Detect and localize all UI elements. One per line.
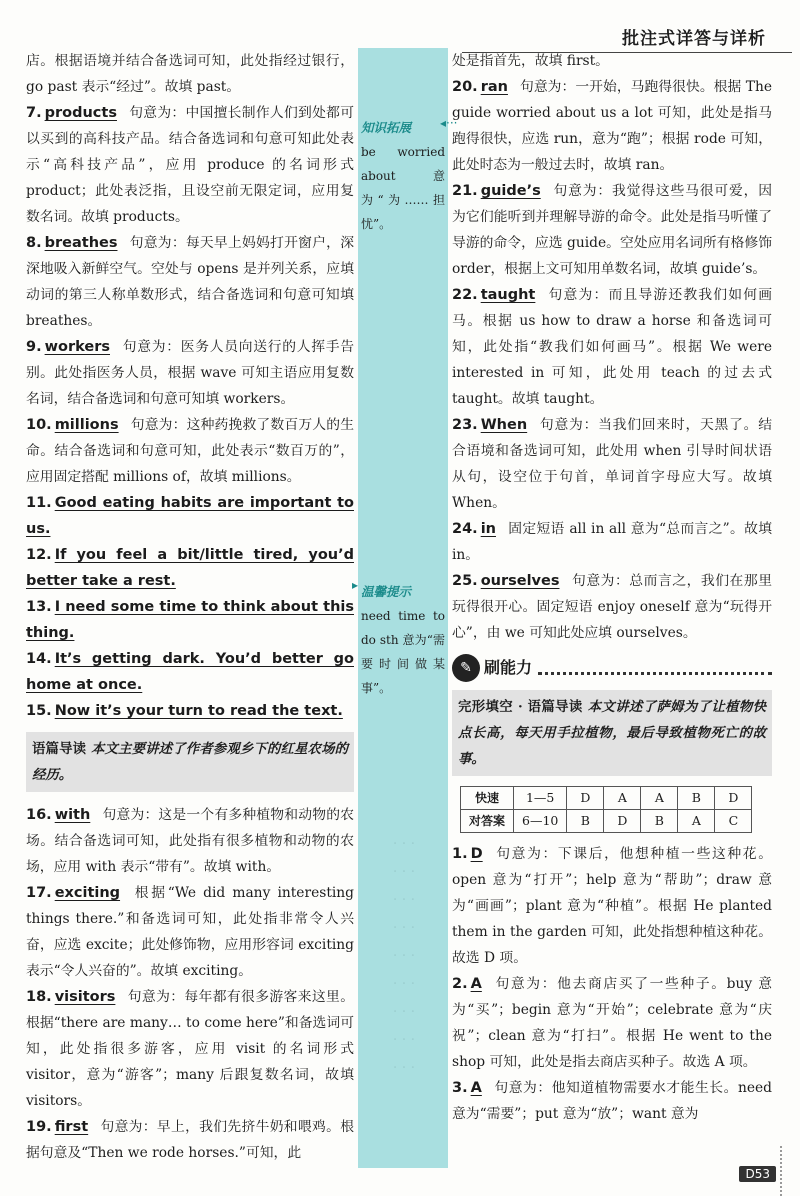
item-answer: breathes — [44, 235, 118, 251]
sentence-item-14 — [26, 646, 354, 698]
right-intro: 处是指首先，故填 first。 — [452, 53, 609, 69]
table-cell: B — [641, 810, 678, 833]
item-number: 25. — [452, 573, 478, 589]
table-cell: A — [641, 787, 678, 810]
page-number: D53 — [739, 1166, 776, 1182]
banner-dotted-line — [538, 662, 772, 675]
dotted-decoration: · · · · · · · · · · · · · · · · · · · · · · · · · · · — [392, 836, 416, 1076]
answer-item-10 — [26, 412, 354, 490]
guide-text: 本文主要讲述了作者参观乡下的红星农场的经历。 — [32, 741, 349, 783]
item-explanation: 句意为：我觉得这些马很可爱，因为它们能听到并理解导游的命令。此处是指马听懂了导游的命令，应选 guide。空处应用名词所有格修饰 order，根据上文可知用单数名词，故填 guide’s。 — [452, 183, 772, 277]
item-explanation: 句意为：一开始，马跑得很快。根据 The guide worried about us a lot 可知，此处是指马跑得很快，应选 run，意为“跑”；根据 rode 可知，此处时态为一般过去时，故填 ran。 — [452, 79, 772, 173]
reading-guide-box — [26, 732, 354, 792]
sentence-item-15 — [26, 698, 354, 724]
item-explanation: 句意为：这种药挽救了数百万人的生命。结合备选词和句意可知，此处表示“数百万的”，应用固定搭配 millions of，故填 millions。 — [26, 417, 354, 485]
item-number: 16. — [26, 807, 52, 823]
mc-item-2 — [452, 971, 772, 1075]
item-number: 17. — [26, 885, 52, 901]
item-answer: products — [44, 105, 117, 121]
table-cell: A — [678, 810, 715, 833]
section-title: 刷能力 — [484, 658, 533, 677]
item-answer: guide’s — [480, 183, 541, 199]
item-explanation: 句意为：他去商店买了一些种子。buy 意为“买”；begin 意为“开始”；celebrate 意为“庆祝”；clean 意为“打扫”。根据 He went to the shop 可知，此处是指去商店买种子。故选 A 项。 — [452, 976, 772, 1070]
corner-dotted-decoration — [780, 1146, 794, 1196]
answer-item-25 — [452, 568, 772, 646]
sentence-answer: If you feel a bit/little tired, you’d better take a rest. — [26, 547, 354, 589]
table-row — [461, 810, 752, 833]
answer-item-7 — [26, 100, 354, 230]
answer-item-22 — [452, 282, 772, 412]
item-number: 10. — [26, 417, 52, 433]
arrow-right-icon: ▸ — [352, 578, 359, 592]
item-number: 1. — [452, 846, 468, 862]
answer-item-17 — [26, 880, 354, 984]
item-explanation: 句意为：他知道植物需要水才能生长。need 意为“需要”；put 意为“放”；want 意为 — [452, 1080, 772, 1122]
arrow-left-icon: ◂··· — [440, 116, 458, 130]
quick-answer-table — [460, 786, 752, 833]
item-answer: with — [54, 807, 91, 823]
sentence-item-13 — [26, 594, 354, 646]
section-banner — [452, 654, 772, 682]
item-explanation: 句意为：每天早上妈妈打开窗户，深深地吸入新鲜空气。空处与 opens 是并列关系，应填动词的第三人称单数形式，结合备选词和句意可知填 breathes。 — [26, 235, 354, 329]
answer-item-9 — [26, 334, 354, 412]
item-answer: in — [480, 521, 496, 537]
item-answer: visitors — [54, 989, 116, 1005]
item-explanation: 句意为：当我们回来时，天黑了。结合语境和备选词可知，此处用 when 引导时间状语从句，设空位于句首，单词首字母应大写。故填 When。 — [452, 417, 772, 511]
table-cell: D — [715, 787, 752, 810]
item-number: 19. — [26, 1119, 52, 1135]
item-number: 21. — [452, 183, 478, 199]
table-cell: B — [567, 810, 604, 833]
mc-item-3 — [452, 1075, 772, 1127]
item-number: 2. — [452, 976, 468, 992]
right-column — [452, 48, 772, 1127]
item-answer: A — [470, 1080, 482, 1096]
sentence-answer: I need some time to think about this thing. — [26, 599, 354, 641]
item-number: 3. — [452, 1080, 468, 1096]
item-number: 8. — [26, 235, 42, 251]
item-answer: first — [54, 1119, 89, 1135]
table-cell: B — [678, 787, 715, 810]
page-header-title: 批注式详答与详析 — [622, 29, 766, 49]
answer-item-21 — [452, 178, 772, 282]
cloze-guide-tag: 完形填空 · 语篇导读 — [458, 699, 583, 715]
answer-item-19 — [26, 1114, 354, 1166]
table-label: 对答案 — [461, 810, 514, 833]
item-answer: D — [470, 846, 483, 862]
item-number: 23. — [452, 417, 478, 433]
cloze-guide-text: 本文讲述了萨姆为了让植物快点长高，每天用手拉植物，最后导致植物死亡的故事。 — [458, 699, 766, 767]
tip-note — [358, 580, 448, 700]
sentence-item-11 — [26, 490, 354, 542]
item-answer: A — [470, 976, 482, 992]
table-range: 1—5 — [514, 787, 567, 810]
sentence-answer: Now it’s your turn to read the text. — [54, 703, 343, 719]
item-answer: taught — [480, 287, 536, 303]
item-explanation: 固定短语 all in all 意为“总而言之”。故填 in。 — [452, 521, 772, 563]
item-number: 13. — [26, 599, 52, 615]
item-number: 11. — [26, 495, 52, 511]
item-number: 7. — [26, 105, 42, 121]
table-range: 6—10 — [514, 810, 567, 833]
item-explanation: 句意为：中国擅长制作人们到处都可以买到的高科技产品。结合备选词和句意可知此处表示“高科技产品”，应用 produce 的名词形式 product；此处表泛指，且设空前无限定词，应用复数名词。故填 products。 — [26, 105, 354, 225]
table-row — [461, 787, 752, 810]
table-cell: D — [567, 787, 604, 810]
left-intro: 店。根据语境并结合备选词可知，此处指经过银行，go past 表示“经过”。故填 past。 — [26, 53, 354, 95]
brush-icon: ✎ — [452, 654, 480, 682]
answer-item-16 — [26, 802, 354, 880]
item-explanation: 根据“We did many interesting things there.”和备选词可知，此处指非常令人兴奋，应选 excite；此处修饰物，应用形容词 exciting 表示“令人兴奋的”。故填 exciting。 — [26, 885, 354, 979]
knowledge-note-text: be worried about 意为“为……担忧”。 — [361, 145, 445, 231]
item-explanation: 句意为：这是一个有多种植物和动物的农场。结合备选词可知，此处指有很多植物和动物的农场，应用 with 表示“带有”。故填 with。 — [26, 807, 354, 875]
sentence-answer: Good eating habits are important to us. — [26, 495, 354, 537]
table-cell: D — [604, 810, 641, 833]
tip-note-text: need time to do sth 意为“需要时间做某事”。 — [361, 609, 445, 695]
item-explanation: 句意为：医务人员向送行的人挥手告别。此处指医务人员，根据 wave 可知主语应用复数名词，结合备选词和句意可知填 workers。 — [26, 339, 354, 407]
item-number: 20. — [452, 79, 478, 95]
item-number: 9. — [26, 339, 42, 355]
answer-item-23 — [452, 412, 772, 516]
cloze-guide-box — [452, 690, 772, 776]
item-answer: exciting — [54, 885, 121, 901]
item-answer: ran — [480, 79, 508, 95]
item-answer: When — [480, 417, 528, 433]
item-number: 22. — [452, 287, 478, 303]
item-number: 12. — [26, 547, 52, 563]
item-answer: ourselves — [480, 573, 560, 589]
sentence-item-12 — [26, 542, 354, 594]
guide-tag: 语篇导读 — [32, 741, 87, 757]
left-column — [26, 48, 354, 1166]
table-cell: A — [604, 787, 641, 810]
answer-item-24 — [452, 516, 772, 568]
item-explanation: 句意为：而且导游还教我们如何画马。根据 us how to draw a horse 和备选词可知，此处指“教我们如何画马”。根据 We were interested in 可知，此处用 teach 的过去式 taught。故填 taught。 — [452, 287, 772, 407]
item-number: 14. — [26, 651, 52, 667]
item-number: 18. — [26, 989, 52, 1005]
knowledge-note-title: 知识拓展 — [361, 120, 412, 135]
item-explanation: 句意为：下课后，他想种植一些这种花。open 意为“打开”；help 意为“帮助”；draw 意为“画画”；plant 意为“种植”。根据 He planted them in the garden 可知，此处指想种植这种花。故选 D 项。 — [452, 846, 772, 966]
answer-item-8 — [26, 230, 354, 334]
answer-item-18 — [26, 984, 354, 1114]
item-number: 24. — [452, 521, 478, 537]
table-cell: C — [715, 810, 752, 833]
item-explanation: 句意为：早上，我们先挤牛奶和喂鸡。根据句意及“Then we rode horses.”可知，此 — [26, 1119, 354, 1161]
mc-item-1 — [452, 841, 772, 971]
item-explanation: 句意为：总而言之，我们在那里玩得很开心。固定短语 enjoy oneself 意为“玩得开心”，由 we 可知此处应填 ourselves。 — [452, 573, 772, 641]
knowledge-note — [358, 116, 448, 236]
table-label: 快速 — [461, 787, 514, 810]
item-answer: workers — [44, 339, 110, 355]
sentence-answer: It’s getting dark. You’d better go home at once. — [26, 651, 354, 693]
answer-item-20 — [452, 74, 772, 178]
tip-note-title: 温馨提示 — [361, 584, 412, 599]
item-explanation: 句意为：每年都有很多游客来这里。根据“there are many… to come here”和备选词可知，此处指很多游客，应用 visit 的名词形式 visitor，意为“游客”；many 后跟复数名词，故填 visitors。 — [26, 989, 354, 1109]
item-answer: millions — [54, 417, 119, 433]
item-number: 15. — [26, 703, 52, 719]
